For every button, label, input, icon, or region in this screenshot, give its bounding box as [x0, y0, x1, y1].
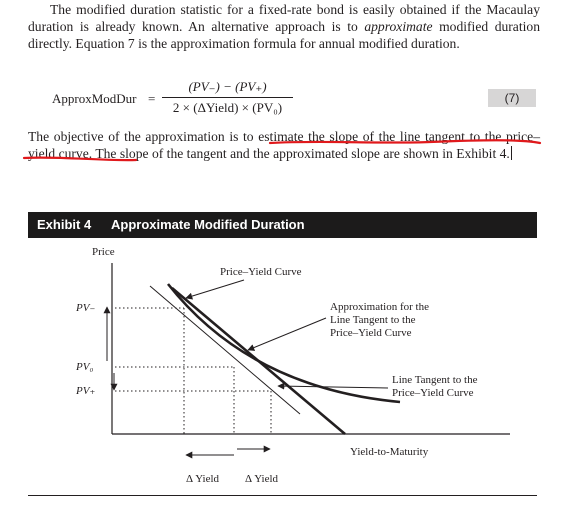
- delta-yield-right-label: Δ Yield: [245, 473, 279, 485]
- equation-number: (7): [488, 89, 536, 107]
- curve-label-arrow: [186, 280, 244, 298]
- equation-numerator: (PV₋) − (PV₊): [188, 79, 267, 94]
- text-cursor: [511, 146, 512, 160]
- pv-minus-label: PV₋: [76, 302, 96, 314]
- equation-lhs: ApproxModDur: [52, 91, 137, 106]
- duration-diagram: [0, 238, 581, 493]
- approx-label: [330, 301, 432, 339]
- tangent-label: [392, 374, 480, 399]
- delta-yield-left-label: Δ Yield: [186, 473, 220, 485]
- intro-text-a: The modified duration statistic for a fixed-rate bond is easily obtained if the Macaulay duration is already known. An alternative approach is to: [28, 2, 540, 34]
- approx-label-line-2: Line Tangent to the: [330, 314, 416, 326]
- objective-text-a: The objective of the approximation is to estimate the slope of the line tangent to the price–yield curve.: [28, 129, 540, 161]
- y-axis-label: Price: [92, 246, 115, 258]
- x-axis-label: Yield-to-Maturity: [350, 446, 429, 458]
- bottom-rule: [28, 495, 537, 496]
- exhibit-header: [28, 212, 537, 238]
- tangent-label-line-2: Price–Yield Curve: [392, 387, 474, 399]
- equation-equals: =: [148, 91, 156, 106]
- approx-label-line-3: Price–Yield Curve: [330, 327, 412, 339]
- equation-fraction: [160, 78, 295, 117]
- fraction-bar: [162, 97, 293, 98]
- equation-7: [0, 78, 581, 120]
- equation-denominator: 2 × (ΔYield) × (PV₀): [172, 100, 283, 115]
- objective-paragraph: [28, 128, 540, 162]
- objective-text-b: The slope of the tangent and the approximated slope are shown in Exhibit 4.: [92, 146, 510, 161]
- exhibit-number: Exhibit 4: [37, 217, 92, 232]
- intro-paragraph: [28, 1, 540, 52]
- pv-zero-label: PV₀: [76, 361, 94, 373]
- tangent-label-line-1: Line Tangent to the: [392, 374, 478, 386]
- approx-label-arrow: [248, 318, 326, 350]
- exhibit-title: Approximate Modified Duration: [111, 217, 305, 232]
- approx-label-line-1: Approximation for the: [330, 301, 429, 313]
- pv-plus-label: PV₊: [76, 385, 96, 397]
- tangent-label-arrow: [278, 386, 388, 388]
- tangent-line: [172, 288, 345, 434]
- intro-emphasis: approximate: [364, 19, 433, 34]
- intro-text-b: modified duration directly. Equation 7 is the approximation formula for annual modified duration.: [28, 19, 540, 51]
- approximation-line: [150, 286, 300, 414]
- curve-label: Price–Yield Curve: [220, 266, 302, 278]
